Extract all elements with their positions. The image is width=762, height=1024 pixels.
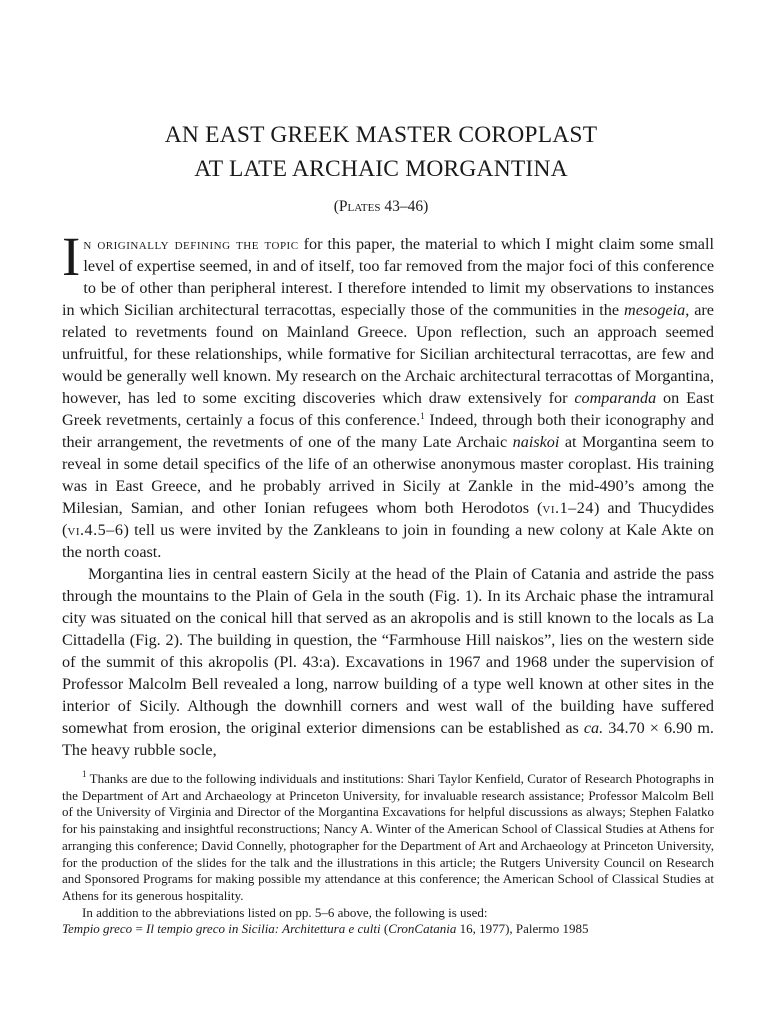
drop-cap: I [62,226,81,287]
paragraph-1 [62,226,715,563]
article-body [62,226,715,761]
italic-term: ca. [583,719,604,737]
lead-in-small-caps: n originally defining the topic [83,235,299,253]
title-line-1: AN EAST GREEK MASTER COROPLAST [164,122,598,148]
text: ) tell us were invited by the Zankleans to join in founding a new colony at Kale Akte on the north coast. [62,521,714,561]
citation-reference: vi.4.5–6 [67,521,124,539]
title-line-2: AT LATE ARCHAIC MORGANTINA [194,156,568,182]
article-title [0,118,762,186]
italic-term: mesogeia [624,301,686,319]
footnote-1 [62,771,714,905]
paragraph-2 [62,563,714,761]
footnote-text: Thanks are due to the following individuals and institutions: Shari Taylor Kenfield, Curator of Research Photographs in the Department of Art and Archaeology at Princeton University, for invaluable research assistance; Professor Malcolm Bell of the University of Virginia and Director of the Morgantina Excavations for helpful discussions as always; Stephen Falatko for his painstaking and insightful reconstructions; Nancy A. Winter of the American School of Classical Studies at Athens for arranging this conference; David Connelly, photographer for the Department of Art and Archaeology at Princeton University, for the production of the slides for the talk and the illustrations in this article; the Rutgers University Council on Research and Sponsored Programs for making possible my attendance at this conference; the American School of Classical Studies at Athens for its generous hospitality. [62,771,715,903]
footnotes [62,771,714,938]
footnote-number: 1 [82,769,87,779]
text: Indeed, through both their iconography and their arrangement, the revetments of one of the many Late Archaic [62,411,714,451]
text: , are related to revetments found on Mainland Greece. Upon reflection, such an approach seemed unfruitful, for these relationships, while formative for Sicilian architectural terracottas, are few and would be generally well known. My research on the Archaic architectural terracottas of Morgantina, however, has led to some exciting discoveries which draw extensively for [62,301,714,407]
abbreviation-entry: Tempio greco = Il tempio greco in Sicilia: Architettura e culti (CronCatania 16, 1977), Palermo 1985 [62,921,589,937]
italic-term: comparanda [574,389,657,407]
footnote-ref: 1 [420,411,425,421]
italic-term: naiskoi [512,433,560,451]
abbreviations-intro: In addition to the abbreviations listed on pp. 5–6 above, the following is used: [82,904,488,920]
text: at Morgantina seem to reveal in some detail specifics of the life of an otherwise anonymous master coroplast. His training was in East Greece, and he probably arrived in Sicily at Zankle in the mid-490’s among the Milesian, Samian, and other Ionian refugees whom both Herodotos ( [62,433,715,517]
text: for this paper, the material to which I might claim some small level of expertise seemed, in and of itself, too far removed from the major foci of this conference to be of other than peripheral interest. I therefore intended to limit my observations to instances in which Sicilian architectural terracottas, especially those of the communities in the [62,235,714,319]
plates-reference: (Plates 43–46) [333,198,429,215]
text: on East Greek revetments, certainly a focus of this conference. [62,389,714,429]
text: ) and Thucydides ( [62,499,714,539]
citation-reference: vi.1–24 [542,499,594,517]
text: 34.70 × 6.90 m. The heavy rubble socle, [62,719,714,759]
text: Morgantina lies in central eastern Sicily at the head of the Plain of Catania and astride the pass through the mountains to the Plain of Gela in the south (Fig. 1). In its Archaic phase the intramural city was situated on the conical hill that served as an akropolis and is still known to the locals as La Cittadella (Fig. 2). The building in question, the “Farmhouse Hill naiskos”, lies on the western side of the summit of this akropolis (Pl. 43:a). Excavations in 1967 and 1968 under the supervision of Professor Malcolm Bell revealed a long, narrow building of a type well known at other sites in the interior of Sicily. Although the downhill corners and west wall of the building have suffered somewhat from erosion, the original exterior dimensions can be established as [62,565,714,737]
